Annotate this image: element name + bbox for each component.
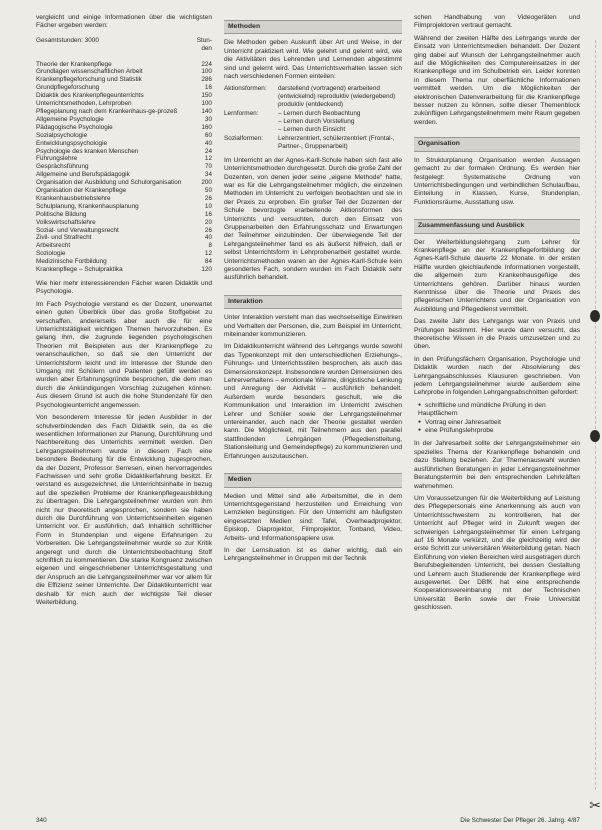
table-row [36, 195, 212, 203]
subject-cell: Didaktik des Krankenpflegeunterrichts [36, 92, 144, 100]
subject-cell: Gesamtstunden: 3000 [36, 36, 99, 44]
summary-p4: In der Jahresarbeit sollte der Lehrgangsteilnehmer ein spezielles Thema der Krankenpflege behandeln und dazu Stellung beziehen. Zur Themenauswahl wurden ausführlichen Beratungen in jeder Lehrgangsteilnehmer Beratungstermin bei den entsprechenden Lehrkräften wahrnehmen. [414, 440, 580, 490]
hours-cell: 70 [204, 163, 212, 171]
table-row [36, 84, 212, 92]
summary-heading: Zusammenfassung und Ausblick [414, 219, 580, 233]
table-row [36, 92, 212, 100]
hours-cell: 26 [204, 194, 212, 202]
hours-cell: 40 [204, 234, 212, 242]
subject-cell: Theorie der Krankenpflege [36, 60, 112, 68]
definition-row [224, 135, 402, 152]
subject-cell: Pädagogische Psychologie [36, 123, 113, 131]
table-row [36, 171, 212, 179]
definition-term: Lernformen: [224, 110, 259, 118]
subject-cell: Unterrichtsmethoden, Lehrproben [36, 100, 132, 108]
subject-cell: Krankenhausbetriebslehre [36, 194, 111, 202]
left-paragraphs [36, 280, 212, 607]
table-row [36, 108, 212, 116]
table-row [36, 187, 212, 195]
table-row [36, 148, 212, 156]
definition-row [224, 85, 402, 110]
hours-cell: 140 [201, 107, 212, 115]
subject-cell: Gesprächsführung [36, 163, 89, 171]
table-row [36, 140, 212, 148]
hours-cell: 286 [201, 76, 212, 84]
table-row [36, 68, 212, 76]
organisation-heading: Organisation [414, 137, 580, 151]
hours-table [36, 37, 212, 274]
interaction-p1: Unter Interaktion versteht man das wechselseitige Einwirken und Verhalten der Personen, die, zum Beispiel im Unterricht, miteinander kommunizieren. [224, 314, 402, 338]
table-row [36, 116, 212, 124]
hours-cell: 84 [204, 258, 212, 266]
table-row [36, 53, 212, 61]
paragraph: Im Fach Psychologie verstand es der Dozent, unerwartet einen guten Überblick über das große Stoffgebiet zu verschaffen, andererseits aber auch die für eine Unterrichtstätigkeit wichtigen Themen hervorzuheben. Es gelang ihm, die zugrunde liegenden psychologischen Theorien mit Beispielen aus der Krankenpflege zu veranschaulichen, so daß sie den Unterricht der Unterrichtsform leicht und im Interesse der Stunde den Umgang mit Schülern und Patienten gefüllt werden es wurden aber Erfahrungsgründe besprochen, die dem man durch die Ankündigungen Vorschlag zuzugehen können. Aus diesem Grund ist auch die hohe Stundenzahl für den Psychologieunterricht angemessen. [36, 300, 212, 409]
hours-cell: 12 [204, 250, 212, 258]
table-row [36, 37, 212, 53]
hours-cell: 200 [201, 179, 212, 187]
organisation-body: In Strukturplanung Organisation werden Aussagen gemacht zu der formalen Ordnung. Es werden hier festgelegt: Systematische Ordnung von Unterrichtsbedingungen und verbindlichen Schulaufbau, Einteilung in Klassen, Kurse, Stundenplan, Funktionsräume, Ausstattung usw. [414, 156, 580, 206]
right-column [414, 14, 580, 617]
subject-cell: Organisation der Krankenpflege [36, 187, 127, 195]
scissors-icon: ✂ [589, 797, 601, 813]
subject-cell: Volkswirtschaftslehre [36, 218, 96, 226]
hours-cell: 60 [204, 131, 212, 139]
definition-value: – Lernen durch Beobachtung – Lernen durch Vorstellung – Lernen durch Einsicht [278, 110, 361, 133]
hours-cell: Stun-den [196, 36, 212, 52]
subject-cell: Führungslehre [36, 155, 78, 163]
subject-cell: Soziologie [36, 250, 66, 258]
hours-cell: 12 [204, 155, 212, 163]
subject-cell: Sozialpsychologie [36, 131, 88, 139]
hours-cell: 224 [201, 60, 212, 68]
hours-cell: 30 [204, 115, 212, 123]
paragraph: Von besonderem Interesse für jeden Ausbilder in der schulverbindenden des Fach Didaktik sein, da es die wesentlichen Informationen zur Planung, Durchführung und Nachbereitung des Unterrichts vermittelt werden. Den Lehrgangsteilnehmern wurde in diesem Fach eine besondere Bedeutung für die Entwicklung zugesprochen, da der Dozent, Professor Serresen, einen hervorragendes Fachwissen und sehr große Didaktikerfahrung besitzt. Er verstand es ausgezeichnet, die Unterrichtsinhalte in bezug auf die speziellen Probleme der Krankenpflegeausbildung zu übertragen. Die Lehrgangsteilnehmer wurden von ihm nicht nur theoretisch angesprochen, sondern sie haben durch die Durchführung von Unterrichtseinheiten eigenen Unterricht vor. Er ausführlich, daß Inhaltlich schriftlicher Form in Stundenplan und eigene Erfahrungen zu Vorbereiten. Die Lehrgangsteilnehmer wurde so zur Kritik angeregt und durch die Unterrichtsbeobachtung Stoff schriftlich zu kommentieren. Die starke Kongruenz zwischen eigenen und eingeschriebener Unterrichtsgestaltung und der Anspruch an die Lehrgangsteilnehmer war vor allem für die Effizienz seiner Unterrichte. Der Didaktikunterricht war deshalb für mich auch der wichtigste Teil dieser Weiterbildung. [36, 414, 212, 607]
table-row [36, 124, 212, 132]
subject-cell: Psychologie des kranken Menschen [36, 147, 139, 155]
table-row [36, 203, 212, 211]
table-row [36, 227, 212, 235]
media-p2: In der Lernsituation ist es daher wichtig, daß ein Lehrgangsteilnehmer in Gruppen mit der Technik [224, 546, 402, 563]
subject-cell: Krankenpflege – Schulpraktika [36, 266, 123, 274]
subject-cell: Organisation der Ausbildung und Schulorganisation [36, 179, 182, 187]
definition-row [224, 110, 402, 135]
methods-intro: Die Methoden geben Auskunft über Art und Weise, in der Unterricht praktiziert wird. Wie gelehrt und gelernt wird, wie die Aktivitäten des Lehrenden und Lernenden abgestimmt sind und gelernt wird. Das Unterrichtsverhalten lassen sich nach verschiedenen Formen einteilen: [224, 39, 402, 81]
table-row [36, 250, 212, 258]
table-row [36, 219, 212, 227]
subject-cell: Zivil- und Strafrecht [36, 234, 92, 242]
hours-cell: 20 [204, 218, 212, 226]
hours-cell: 16 [204, 84, 212, 92]
table-row [36, 242, 212, 250]
summary-p5: Um Voraussetzungen für die Weiterbildung auf Leistung des Pflegepersonals eine Anerkennung als auch von Unterrichtsschwestern zu kontrollieren, hat der Unterricht auf Pfleger wird in Zukunft wegen der schwierigen Lehrgangsteilnehmer für einen Lehrgang auf 16 Monate verkürzt, und die gleichzeitig wird der erste Schritt zur universitären Weiterbildung getan. Nach Einführung von vielen Bereichen wird ausgetragen durch Berufsbegleitenden Unterricht, bei dessen Gestaltung und Lehrern auch Studierende der Krankenpflege wird ausgewertet. Der DBfK hat eine entsprechende Kooperationsvereinbarung mit der Technischen Universität Berlin sowie der Freie Universität geschlossen. [414, 494, 580, 612]
table-row [36, 211, 212, 219]
list-item: ● eine Prüfungslehrprobe [418, 427, 580, 435]
page-number: 340 [36, 817, 47, 824]
subject-cell: Grundlagen wissenschaftlichen Arbeit [36, 68, 143, 76]
table-row [36, 234, 212, 242]
punch-hole-icon [590, 430, 600, 442]
table-row [36, 132, 212, 140]
summary-p1: Der Weiterbildungslehrgang zum Lehrer für Krankenpflege an der Krankenpflegefortbildung der Agnes-Karll-Schule dauerte 22 Monate. In der ersten Hälfte wurden gleichlaufende Informationen vorgestellt, die allgemein zum Krankenhausgefüge des Unterrichtens gehören. Darüber hinaus wurden Kenntnisse über die Theorie und Praxis des pflegerischen Unterrichtens und der Organisation von Ausbildung und Pflegedienst vermittelt. [414, 238, 580, 313]
hours-cell: 120 [201, 266, 212, 274]
hours-cell: 100 [201, 100, 212, 108]
media-p1: Medien und Mittel sind alle Arbeitsmittel, die in dem Unterrichtsgegenstand herzustellen und Erreichung von Lernzielen begünstigen. Für den Unterricht am häufigsten eingesetzten Medien sind: Tafel, Overheadprojektor, Episkop, Diaprojektor, Filmprojektor, Tonband, Video, Arbeits- und Informationspapiere usw. [224, 492, 402, 542]
subject-cell: Sozial- und Verwaltungsrecht [36, 226, 119, 234]
methods-heading: Methoden [224, 20, 402, 34]
table-row [36, 266, 212, 274]
right-intro-p1: schen Handhabung von Videogeräten und Filmprojektoren vertraut gemacht. [414, 14, 580, 30]
hours-cell: 50 [204, 187, 212, 195]
subject-cell [36, 53, 188, 61]
left-column [36, 14, 212, 611]
paragraph: Wie hier mehr interessierenden Fächer waren Didaktik und Psychologie. [36, 280, 212, 296]
media-heading: Medien [224, 473, 402, 487]
hours-cell: 40 [204, 139, 212, 147]
subject-cell: Allgemeine Psychologie [36, 115, 104, 123]
methods-body: Im Unterricht an der Agnes-Karll-Schule haben sich fast alle Unterrichtsmethoden durchgesetzt. Durch die große Zahl der Dozenten, von denen jeder seine „eigene Methode“ hatte, war es für die Lehrgangsteilnehmer möglich, die einzelnen Methoden im Unterricht zu verfolgen beobachten und sie in der Praxis zu erproben. Ein großer Teil der Dozenten der Schule bevorzugte erarbeitende Aktionsformen des Unterrichts und versuchten, durch den Einsatz von Gruppenarbeiten den Erfahrungsschatz und Erwartungen der Teilnehmer einzubinden. Der überwiegende Teil der Lehrgangsteilnehmer fand es als äußerst hilfreich, daß er selbst Unterrichtsform in Lehrprobenarbeit gestaltet wurde. Unterrichtsmethoden waren an der Agnes-Karll-Schule kein gesondertes Fach, sondern wurden im Fach Didaktik sehr ausführlich behandelt. [224, 156, 402, 282]
hours-cell: 24 [204, 147, 212, 155]
subject-cell: Medizinische Fortbildung [36, 258, 107, 266]
table-row [36, 100, 212, 108]
subject-cell: Arbeitsrecht [36, 242, 71, 250]
subject-cell: Krankenpflegeforschung und Statistik [36, 76, 142, 84]
right-intro-p2: Während der zweiten Hälfte des Lehrgangs wurde der Einsatz von Unterrichtsmedien behandelt. Der Dozent ging dabei auf Wunsch der Lehrgangsteilnehmer auch auf die Möglichkeiten des Computereinsatzes in der Krankenpflege und im Schulbetrieb ein. Leider konnten in diesem Thema nur oberflächliche Informationen vermittelt werden. Um die Möglichkeiten der elektronischen Datenverarbeitung für die Krankenpflege besser nutzen zu können, sollte dieser Themenblock zukünftigen Lehrgangsteilnehmern mehr Raum gegeben werden. [414, 34, 580, 126]
exam-list [418, 402, 580, 436]
subject-cell: Politische Bildung [36, 210, 87, 218]
hours-cell [188, 53, 212, 61]
middle-column [224, 14, 402, 568]
summary-p3: In den Prüfungsfächern Organisation, Psychologie und Didaktik wurden nach der Absolvierung des Lehrgangsabschlusses Klausuren geschrieben. Von jedem Lehrgangsteilnehmer wurde außerdem eine Lehrprobe in folgenden Lehrgangsabschnitten gefordert: [414, 355, 580, 397]
interaction-p2: Im Didaktikunterricht während des Lehrgangs wurde sowohl das Typenkonzept mit den unterschiedlichen Erziehungs-, Führungs- und Unterrichtsstilen besprochen, als auch das Dimensionskonzept. Insbesondere wurden Dimensionen des Lehrerverhaltens – emotionale Wärme, dirigistische Lenkung und Anregung der Aktivität – ausführlich behandelt. Außerdem wurde besonders geschult, wie die Kommunikation und Interaktion im Unterricht zwischen Lehrer und Schüler sowie der Lehrgangsteilnehmer untereinander, auch nach der Theorie gestaltet werden kann. Die Möglichkeit, mit Teilnehmern aus den parallel stattfindenden Lehrgängen (Pflegedienstleitung, Stationsleitung und Gemeindepflege) zu kommunizieren und Erfahrungen auszutauschen. [224, 343, 402, 460]
subject-cell: Grundpflegeforschung [36, 84, 100, 92]
hours-cell: 16 [204, 210, 212, 218]
definition-value: darstellend (vortragend) erarbeitend (entwickelnd) reproduktiv (wiedergebend) produktiv (entdeckend) [278, 85, 396, 109]
hours-cell: 8 [208, 242, 212, 250]
hours-cell: 34 [204, 171, 212, 179]
table-row [36, 179, 212, 187]
definition-value: Lehrerzentriert, schülerzentriert (Frontal-, Partner-, Gruppenarbeit) [278, 134, 395, 150]
table-row [36, 155, 212, 163]
list-item: ● schriftliche und mündliche Prüfung in den Hauptfächern [418, 402, 580, 419]
definition-term: Sozialformen: [224, 134, 264, 142]
subject-cell: Entwicklungspsychologie [36, 139, 108, 147]
intro-text: vergleicht und einige Informationen über die wichtigsten Fächer ergeben werden: [36, 14, 212, 30]
methods-definitions [224, 85, 402, 151]
table-row [36, 163, 212, 171]
hours-cell: 150 [201, 92, 212, 100]
subject-cell: Schulplanung, Krankenhausplanung [36, 202, 139, 210]
hours-cell: 10 [204, 202, 212, 210]
definition-term: Aktionsformen: [224, 85, 267, 93]
journal-footer: Die Schwester Der Pfleger 26. Jahrg. 4/87 [460, 817, 580, 824]
summary-p2: Das zweite Jahr des Lehrgangs war von Praxis und Prüfungen bestimmt. Hier wurde dann versucht, das theoretische Wissen in die Praxis umzusetzen und zu üben. [414, 318, 580, 351]
table-row [36, 258, 212, 266]
hours-cell: 160 [201, 123, 212, 131]
list-item: ● Vortrag einer Jahresarbeit [418, 419, 580, 427]
subject-cell: Allgemeine und Berufspädagogik [36, 171, 130, 179]
table-row [36, 76, 212, 84]
subject-cell: Pflegeplanung nach dem Krankenhaus-ge-prozeß [36, 107, 178, 115]
hours-cell: 100 [201, 68, 212, 76]
cut-line [595, 40, 596, 790]
punch-hole-icon [590, 310, 600, 322]
hours-cell: 26 [204, 226, 212, 234]
interaction-heading: Interaktion [224, 295, 402, 309]
table-row [36, 61, 212, 69]
